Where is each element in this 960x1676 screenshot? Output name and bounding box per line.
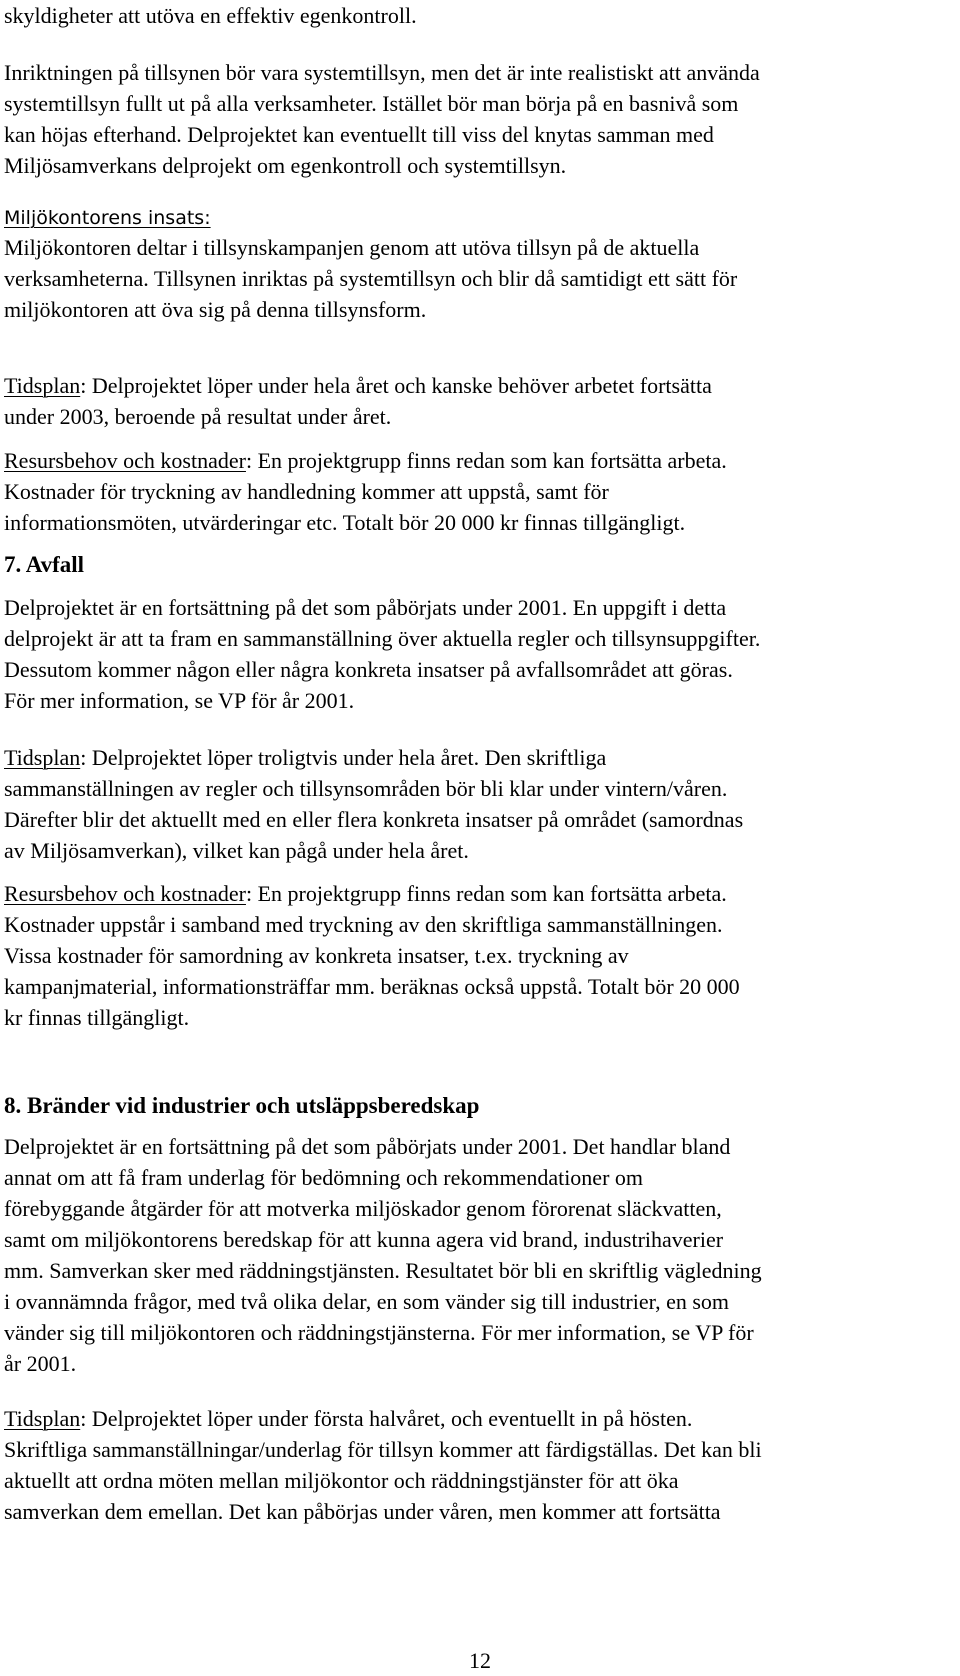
text-segment: : Delprojektet löper under första halvåret, och eventuellt in på hösten. [80,1406,693,1431]
text-line: under 2003, beroende på resultat under året. [4,404,392,429]
text-line: aktuellt att ordna möten mellan miljökontor och räddningstjänster för att öka [4,1468,679,1493]
text-line: Delprojektet är en fortsättning på det som påbörjats under 2001. Det handlar bland [4,1134,731,1159]
text-line: delprojekt är att ta fram en sammanställning över aktuella regler och tillsynsuppgifter. [4,626,761,651]
paragraph-tidsplan-3 [4,1403,944,1527]
text-line: år 2001. [4,1351,77,1376]
paragraph-avfall-intro [4,592,944,716]
text-line: kampanjmaterial, informationsträffar mm. beräknas också uppstå. Totalt bör 20 000 [4,974,740,999]
text-line: informationsmöten, utvärderingar etc. Totalt bör 20 000 kr finnas tillgängligt. [4,510,686,535]
text-line: annat om att få fram underlag för bedömning och rekommendationer om [4,1165,644,1190]
paragraph-tidsplan-2 [4,742,944,866]
tidsplan-label: Tidsplan [4,373,81,398]
text-line: Kostnader uppstår i samband med tryckning av den skriftliga sammanställningen. [4,912,723,937]
text-line: i ovannämnda frågor, med två olika delar, en som vänder sig till industrier, en som [4,1289,730,1314]
text-line: av Miljösamverkan), vilket kan pågå under hela året. [4,838,469,863]
text-line: Dessutom kommer någon eller några konkreta insatser på avfallsområdet att göras. [4,657,733,682]
section-heading-brander [4,1090,944,1121]
text-segment: : Delprojektet löper under hela året och kanske behöver arbetet fortsätta [80,373,712,398]
text-line: samt om miljökontorens beredskap för att kunna agera vid brand, industrihaverier [4,1227,724,1252]
paragraph-resursbehov-1 [4,445,944,538]
text-line: Miljösamverkans delprojekt om egenkontroll och systemtillsyn. [4,153,567,178]
text-segment: : Delprojektet löper troligtvis under hela året. Den skriftliga [80,745,607,770]
paragraph-brander-intro [4,1131,944,1379]
text-line: miljökontoren att öva sig på denna tillsynsform. [4,297,427,322]
text-line: systemtillsyn fullt ut på alla verksamheter. Istället bör man börja på en basnivå som [4,91,739,116]
text-line: verksamheterna. Tillsynen inriktas på systemtillsyn och blir då samtidigt ett sätt för [4,266,738,291]
text-line: Därefter blir det aktuellt med en eller flera konkreta insatser på området (samordnas [4,807,744,832]
text-line: kan höjas efterhand. Delprojektet kan eventuellt till viss del knytas samman med [4,122,714,147]
text-line: kr finnas tillgängligt. [4,1005,190,1030]
text-line: Miljökontoren deltar i tillsynskampanjen genom att utöva tillsyn på de aktuella [4,235,700,260]
tidsplan-label: Tidsplan [4,1406,81,1431]
tidsplan-label: Tidsplan [4,745,81,770]
text-line: För mer information, se VP för år 2001. [4,688,355,713]
text-line: vänder sig till miljökontoren och räddningstjänsterna. För mer information, se VP för [4,1320,754,1345]
text-segment: : En projektgrupp finns redan som kan fortsätta arbeta. [245,448,727,473]
text-line: Delprojektet är en fortsättning på det som påbörjats under 2001. En uppgift i detta [4,595,727,620]
text-line: mm. Samverkan sker med räddningstjänsten. Resultatet bör bli en skriftlig vägledning [4,1258,762,1283]
resursbehov-label: Resursbehov och kostnader [4,448,246,473]
paragraph-egenkontroll-tail [4,0,944,31]
paragraph-tillsyn-inriktning [4,57,944,181]
text-line: Vissa kostnader för samordning av konkreta insatser, t.ex. tryckning av [4,943,629,968]
section-heading-avfall [4,549,944,580]
paragraph-tidsplan-1 [4,370,944,432]
miljokontorens-insats-label: Miljökontorens insats: [4,207,211,229]
heading-text: 8. Bränder vid industrier och utsläppsberedskap [4,1093,480,1118]
resursbehov-label: Resursbehov och kostnader [4,881,246,906]
text-segment: : En projektgrupp finns redan som kan fortsätta arbeta. [245,881,727,906]
text-line: Kostnader för tryckning av handledning kommer att uppstå, samt för [4,479,609,504]
text-line: förebyggande åtgärder för att motverka miljöskador genom förorenat släckvatten, [4,1196,722,1221]
paragraph-resursbehov-2 [4,878,944,1033]
paragraph-miljokontorens-insats [4,201,944,325]
text-line: Skriftliga sammanställningar/underlag för tillsyn kommer att färdigställas. Det kan bli [4,1437,762,1462]
text-line: sammanställningen av regler och tillsynsområden bör bli klar under vintern/våren. [4,776,728,801]
heading-text: 7. Avfall [4,552,85,577]
text-line: Inriktningen på tillsynen bör vara systemtillsyn, men det är inte realistiskt att använda [4,60,760,85]
text-line: skyldigheter att utöva en effektiv egenkontroll. [4,3,417,28]
text-line: samverkan dem emellan. Det kan påbörjas under våren, men kommer att fortsätta [4,1499,721,1524]
page-number: 12 [469,1648,491,1673]
